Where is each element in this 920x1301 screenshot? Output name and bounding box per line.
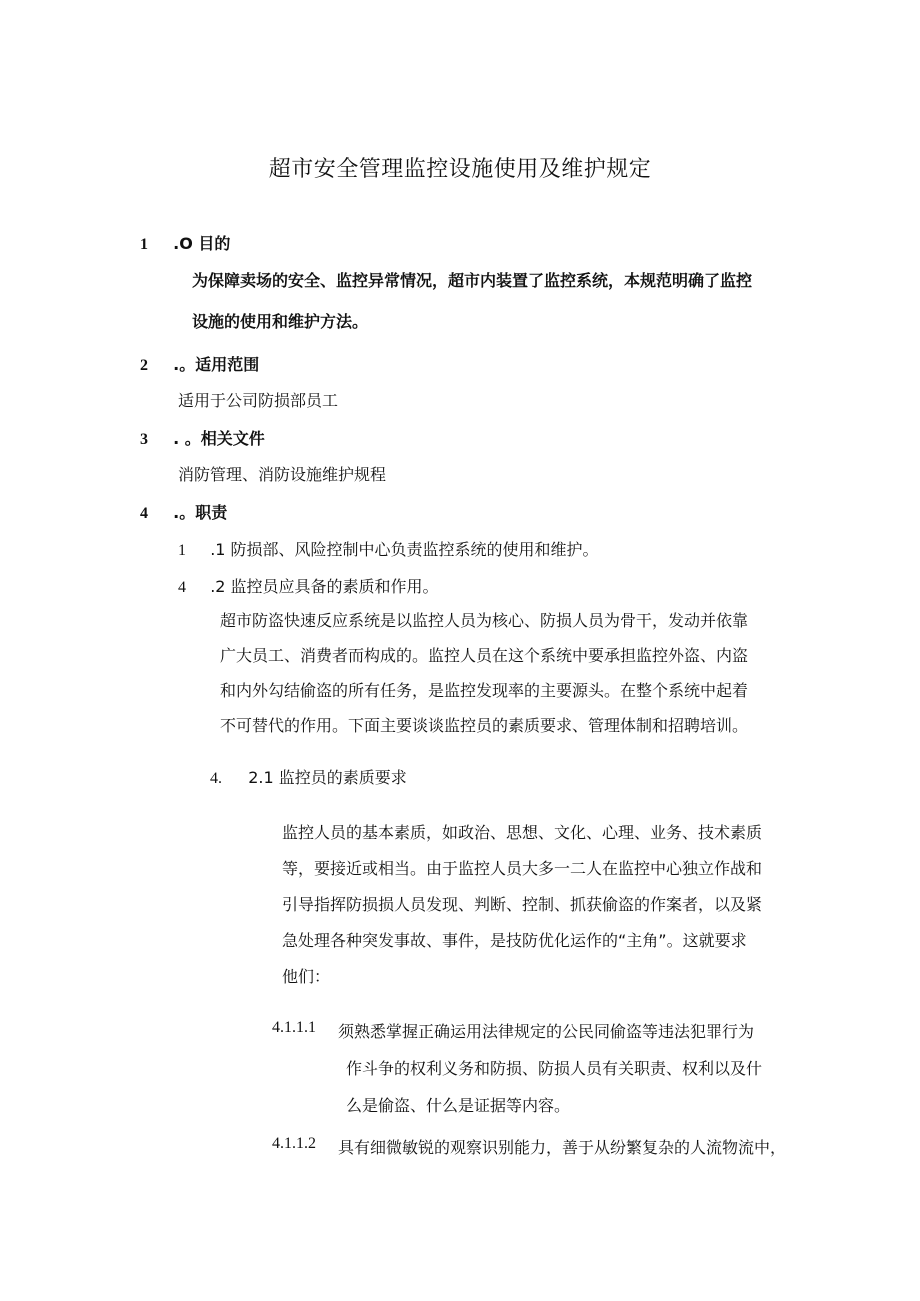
section-2-text: 适用于公司防损部员工	[178, 391, 339, 410]
section-2-heading	[140, 352, 259, 375]
section-1-label: .O 目的	[173, 234, 231, 253]
paragraph-1-line: 不可替代的作用。下面主要谈谈监控员的素质要求、管理体制和招聘培训。	[220, 716, 749, 735]
item-4-1-1-1-number: 4.1.1.1	[272, 1019, 316, 1036]
item-2-number: 4	[178, 579, 186, 596]
item-4-1-1-1-line-1: 须熟悉掌握正确运用法律规定的公民同偷盗等违法犯罪行为	[338, 1022, 755, 1041]
paragraph-2	[282, 815, 762, 995]
section-2-number: 2	[140, 357, 148, 374]
section-4-label: .。职责	[173, 503, 228, 522]
section-1-line-1: 为保障卖场的安全、监控异常情况，超市内装置了监控系统，本规范明确了监控	[192, 271, 753, 290]
item-2-label: .2 监控员应具备的素质和作用。	[210, 577, 439, 596]
paragraph-1-line: 和内外勾结偷盗的所有任务，是监控发现率的主要源头。在整个系统中起着	[220, 681, 749, 700]
paragraph-2-line: 他们：	[282, 967, 331, 986]
section-1-line-2: 设施的使用和维护方法。	[192, 312, 369, 331]
paragraph-1-line: 广大员工、消费者而构成的。监控人员在这个系统中要承担监控外盗、内盗	[220, 646, 749, 665]
section-3-heading	[140, 426, 265, 449]
item-1-label: .1 防损部、风险控制中心负责监控系统的使用和维护。	[210, 540, 599, 559]
item-4-1-1-1-line-2: 作斗争的权利义务和防损、防损人员有关职责、权利以及什	[346, 1059, 763, 1078]
paragraph-1	[220, 603, 748, 743]
section-1-number: 1	[140, 236, 148, 253]
item-4-1-1-2-text: 具有细微敏锐的观察识别能力，善于从纷繁复杂的人流物流中，	[338, 1138, 787, 1157]
section-3-text: 消防管理、消防设施维护规程	[178, 465, 387, 484]
section-1-heading	[140, 231, 230, 254]
subsection-number: 4.	[210, 770, 222, 787]
section-3-number: 3	[140, 431, 148, 448]
subsection-label: 2.1 监控员的素质要求	[248, 768, 407, 787]
section-4-item-2	[178, 574, 439, 597]
paragraph-2-line: 急处理各种突发事故、事件，是技防优化运作的“主角”。这就要求	[282, 931, 747, 950]
section-3-label: . 。相关文件	[173, 429, 265, 448]
paragraph-2-line: 监控人员的基本素质，如政治、思想、文化、心理、业务、技术素质	[282, 823, 763, 842]
item-4-1-1-1-line-3: 么是偷盗、什么是证据等内容。	[346, 1096, 571, 1115]
document-title: 超市安全管理监控设施使用及维护规定	[268, 157, 652, 182]
paragraph-2-line: 引导指挥防损损人员发现、判断、控制、抓获偷盗的作案者，以及紧	[282, 895, 763, 914]
section-2-label: .。适用范围	[173, 355, 260, 374]
paragraph-2-line: 等，要接近或相当。由于监控人员大多一二人在监控中心独立作战和	[282, 859, 763, 878]
item-4-1-1-2-number: 4.1.1.2	[272, 1135, 316, 1152]
section-4-heading	[140, 500, 227, 523]
section-4-number: 4	[140, 505, 148, 522]
item-1-number: 1	[178, 542, 186, 559]
section-4-item-1	[178, 537, 599, 560]
subsection-4-2-1-heading	[210, 765, 407, 788]
paragraph-1-line: 超市防盗快速反应系统是以监控人员为核心、防损人员为骨干，发动并依靠	[220, 611, 749, 630]
